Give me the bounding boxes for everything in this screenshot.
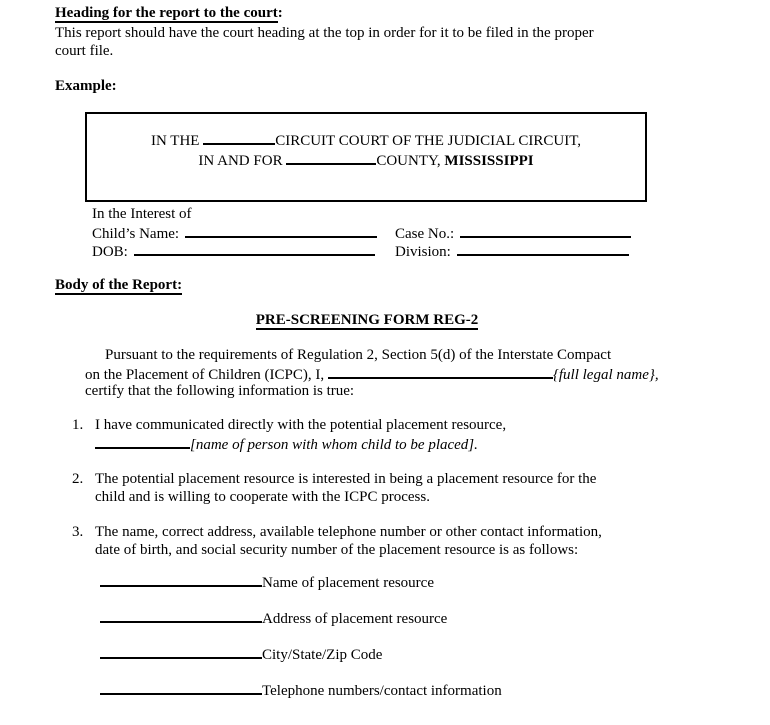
field-row-city-state-zip (100, 644, 382, 664)
field-row-address (100, 608, 447, 628)
dob-row (92, 241, 375, 261)
form-title: PRE-SCREENING FORM REG-2 (255, 312, 479, 328)
court-line2-suffix: COUNTY, (376, 153, 445, 169)
case-no-label: Case No.: (395, 226, 455, 242)
report-heading-line (55, 4, 283, 22)
intro-line-1: This report should have the court heading at the top in order for it to be filed in the proper (55, 25, 594, 41)
body-heading (55, 276, 182, 294)
item-2-line-2: child and is willing to cooperate with the ICPC process. (95, 489, 430, 505)
telephone-label: Telephone numbers/contact information (262, 683, 502, 699)
case-no-row (395, 223, 631, 243)
division-label: Division: (395, 244, 451, 260)
certification-line-3: certify that the following information is true: (85, 383, 355, 399)
interest-line: In the Interest of (92, 206, 192, 222)
child-name-label: Child’s Name: (92, 226, 180, 242)
city-state-zip-blank (100, 644, 262, 659)
dob-blank (134, 241, 375, 256)
child-name-row (92, 223, 377, 243)
field-row-telephone (100, 680, 502, 700)
division-blank (457, 241, 629, 256)
person-name-blank (95, 434, 190, 449)
city-state-zip-label: City/State/Zip Code (262, 647, 383, 663)
item-1-line-2 (95, 434, 478, 454)
item-2-line-1: The potential placement resource is interested in being a placement resource for the (95, 471, 597, 487)
case-no-blank (460, 223, 631, 238)
certification-line-1: Pursuant to the requirements of Regulation 2, Section 5(d) of the Interstate Compact (105, 347, 612, 363)
dob-label: DOB: (92, 244, 128, 260)
full-legal-name-blank (328, 364, 553, 379)
item-3-line-1: The name, correct address, available telephone number or other contact information, (95, 524, 602, 540)
child-name-blank (185, 223, 377, 238)
court-line2-state: MISSISSIPPI (444, 153, 534, 169)
item-1-number: 1. (72, 417, 84, 433)
court-heading-box (85, 112, 647, 202)
full-legal-name-hint: {full legal name}, (552, 367, 659, 383)
court-box-line-2 (87, 150, 645, 170)
placement-address-label: Address of placement resource (262, 611, 448, 627)
body-heading-text: Body of the Report: (55, 277, 183, 293)
report-heading-text: Heading for the report to the court (55, 5, 278, 21)
form-title-container (55, 311, 679, 329)
placement-address-blank (100, 608, 262, 623)
item-1-line-1: I have communicated directly with the potential placement resource, (95, 417, 507, 433)
item-2-number: 2. (72, 471, 84, 487)
certification-line2-text: on the Placement of Children (ICPC), I, (85, 367, 328, 383)
item-3-number: 3. (72, 524, 84, 540)
division-row (395, 241, 629, 261)
county-name-blank (286, 150, 376, 165)
telephone-blank (100, 680, 262, 695)
report-heading-colon: : (277, 5, 283, 21)
circuit-name-blank (203, 130, 275, 145)
placement-name-blank (100, 572, 262, 587)
item-3-line-2: date of birth, and social security number of the placement resource is as follows: (95, 542, 579, 558)
court-box-line-1 (87, 130, 645, 150)
court-line1-prefix: IN THE (151, 133, 204, 149)
placement-name-label: Name of placement resource (262, 575, 434, 591)
certification-line-2 (85, 364, 659, 384)
field-row-name (100, 572, 434, 592)
intro-line-2: court file. (55, 43, 114, 59)
person-name-hint: [name of person with whom child to be placed]. (190, 437, 478, 453)
court-line2-prefix: IN AND FOR (198, 153, 287, 169)
court-line1-suffix: CIRCUIT COURT OF THE JUDICIAL CIRCUIT, (275, 133, 581, 149)
example-label: Example: (55, 78, 117, 94)
